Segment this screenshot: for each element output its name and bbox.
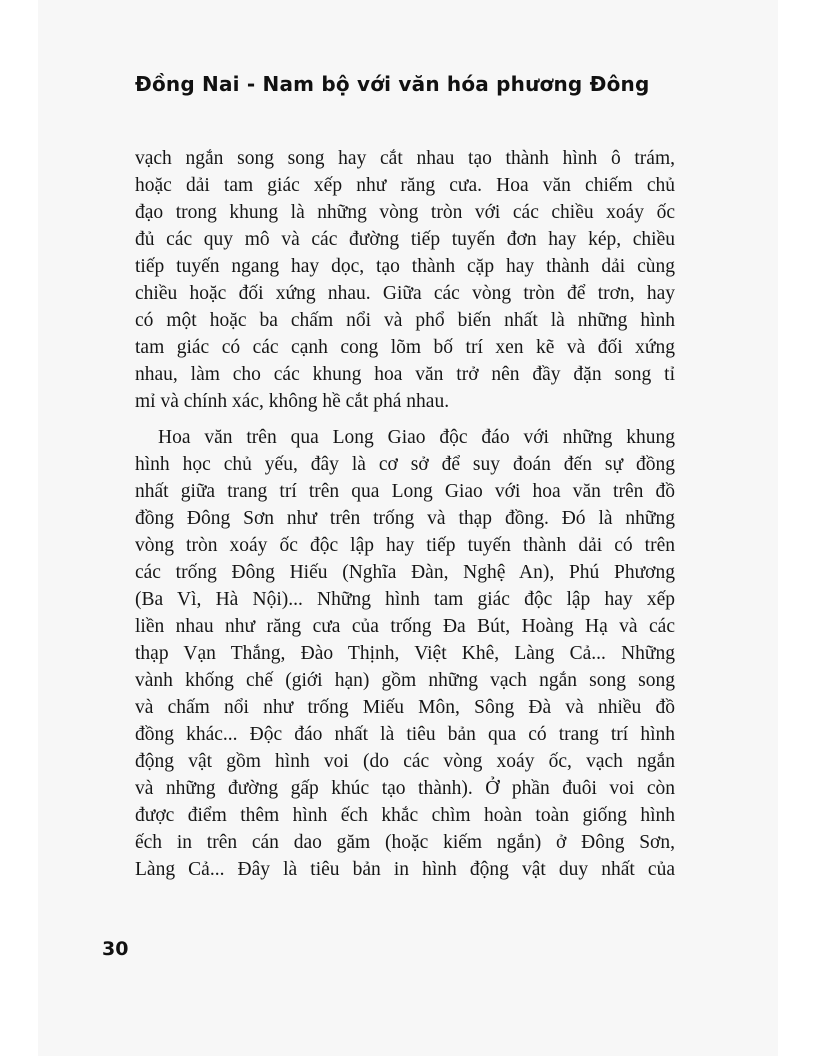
text-line: có một hoặc ba chấm nổi và phổ biến nhất là những hình — [135, 310, 675, 331]
text-line: động vật gồm hình voi (do các vòng xoáy ốc, vạch ngắn — [135, 751, 675, 772]
text-line: hoặc dải tam giác xếp như răng cưa. Hoa văn chiếm chủ — [135, 175, 675, 196]
text-line: chiều hoặc đối xứng nhau. Giữa các vòng tròn để trơn, hay — [135, 283, 675, 304]
text-line: (Ba Vì, Hà Nội)... Những hình tam giác độc lập hay xếp — [135, 589, 675, 610]
text-line: đồng Đông Sơn như trên trống và thạp đồng. Đó là những — [135, 508, 675, 529]
text-line: vành khống chế (giới hạn) gồm những vạch ngắn song song — [135, 670, 675, 691]
text-line: các trống Đông Hiếu (Nghĩa Đàn, Nghệ An), Phú Phương — [135, 562, 675, 583]
text-line: và những đường gấp khúc tạo thành). Ở phần đuôi voi còn — [135, 778, 675, 799]
text-line: tiếp tuyến ngang hay dọc, tạo thành cặp hay thành dải cùng — [135, 256, 675, 277]
text-line: đạo trong khung là những vòng tròn với các chiều xoáy ốc — [135, 202, 675, 223]
text-line: tam giác có các cạnh cong lõm bố trí xen kẽ và đối xứng — [135, 337, 675, 358]
text-line: và chấm nổi như trống Miếu Môn, Sông Đà và nhiều đồ — [135, 697, 675, 718]
text-line: Làng Cả... Đây là tiêu bản in hình động vật duy nhất của — [135, 859, 675, 880]
text-line: vòng tròn xoáy ốc độc lập hay tiếp tuyến thành dải có trên — [135, 535, 675, 556]
text-line: đủ các quy mô và các đường tiếp tuyến đơn hay kép, chiều — [135, 229, 675, 250]
text-line: nhất giữa trang trí trên qua Long Giao với hoa văn trên đồ — [135, 481, 675, 502]
running-header: Đồng Nai - Nam bộ với văn hóa phương Đông — [135, 72, 650, 96]
text-line: vạch ngắn song song hay cắt nhau tạo thành hình ô trám, — [135, 148, 675, 169]
paragraph-first-line: Hoa văn trên qua Long Giao độc đáo với những khung — [158, 427, 675, 448]
page-number: 30 — [102, 938, 129, 960]
text-line: ếch in trên cán dao găm (hoặc kiếm ngắn) ở Đông Sơn, — [135, 832, 675, 853]
text-line: thạp Vạn Thắng, Đào Thịnh, Việt Khê, Làng Cả... Những — [135, 643, 675, 664]
text-line: mỉ và chính xác, không hề cắt phá nhau. — [135, 391, 450, 412]
text-line: liền nhau như răng cưa của trống Đa Bút, Hoàng Hạ và các — [135, 616, 675, 637]
text-line: đồng khác... Độc đáo nhất là tiêu bản qua có trang trí hình — [135, 724, 675, 745]
text-line: hình học chủ yếu, đây là cơ sở để suy đoán đến sự đồng — [135, 454, 675, 475]
text-line: nhau, làm cho các khung hoa văn trở nên đầy đặn song tỉ — [135, 364, 675, 385]
text-line: được điểm thêm hình ếch khắc chìm hoàn toàn giống hình — [135, 805, 675, 826]
